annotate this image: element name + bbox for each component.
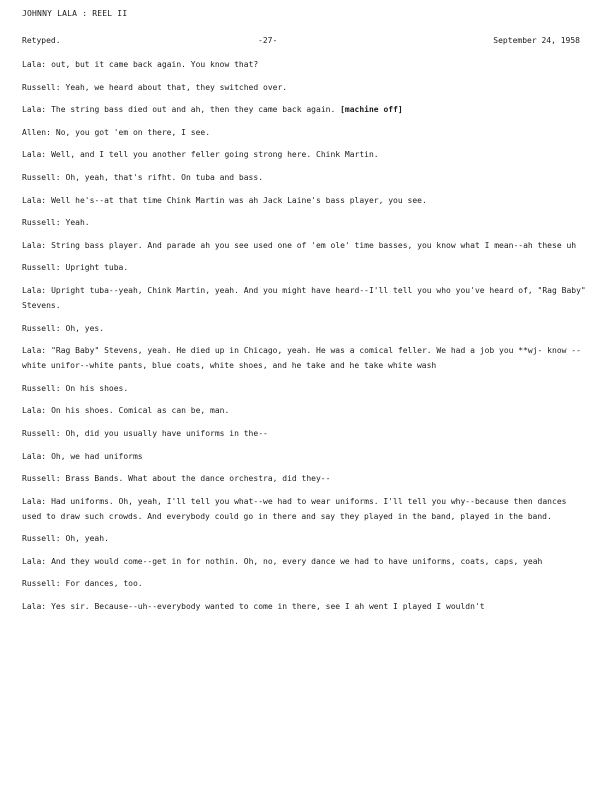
utterance-text: "Rag Baby" Stevens, yeah. He died up in Chicago, yeah. He was a comical feller. We had a job you **wj- know --white unifor--white pants, blue coats, white shoes, and he take and he take white wash — [22, 346, 581, 371]
utterance-text: Had uniforms. Oh, yeah, I'll tell you what--we had to wear uniforms. I'll tell you why--because then dances used to draw such crowds. And everybody could go in there and say they played in the band, played in the band. — [22, 496, 567, 521]
page-meta-row — [22, 36, 580, 48]
transcript-entry — [22, 554, 588, 569]
utterance-text: Yeah. — [65, 218, 90, 228]
retyped-label: Retyped. — [22, 36, 61, 45]
transcript-entry — [22, 599, 588, 614]
interview-date: September 24, 1958 — [493, 36, 580, 45]
document-title: JOHNNY LALA : REEL II — [22, 9, 128, 18]
utterance-text: Oh, we had uniforms — [51, 451, 143, 461]
utterance-text: For dances, too. — [65, 579, 143, 589]
speaker-label: Lala: — [22, 60, 47, 69]
speaker-label: Russell: — [22, 218, 61, 228]
utterance-text: Yeah, we heard about that, they switched over. — [65, 82, 288, 92]
speaker-label: Russell: — [22, 323, 61, 333]
transcript-entry — [22, 147, 588, 162]
transcript-entry — [22, 531, 588, 546]
transcript-entry — [22, 494, 588, 524]
editorial-note: [machine off] — [340, 105, 403, 115]
utterance-text: Well, and I tell you another feller going strong here. Chink Martin. — [51, 150, 379, 160]
speaker-label: Lala: — [22, 195, 47, 205]
speaker-label: Russell: — [22, 579, 61, 589]
speaker-label: Russell: — [22, 82, 61, 92]
transcript-entry — [22, 403, 588, 418]
transcript-entry — [22, 57, 588, 72]
utterance-text: On his shoes. Comical as can be, man. — [51, 406, 230, 416]
utterance-text: String bass player. And parade ah you see used one of 'em ole' time basses, you know what I mean--ah these uh — [51, 240, 577, 250]
utterance-text: The string bass died out and ah, then they came back again. — [51, 105, 336, 115]
transcript-entry — [22, 321, 588, 336]
transcript-entry — [22, 381, 588, 396]
utterance-text: Oh, yes. — [65, 323, 105, 333]
utterance-text: Yes sir. Because--uh--everybody wanted to come in there, see I ah went I played I wouldn't — [51, 602, 485, 612]
transcript-entry — [22, 471, 588, 486]
speaker-label: Russell: — [22, 428, 61, 438]
utterance-text: Upright tuba--yeah, Chink Martin, yeah. And you might have heard--I'll tell you who you've heard of, "Rag Baby" Stevens. — [22, 285, 586, 310]
transcript-entry — [22, 238, 588, 253]
speaker-label: Russell: — [22, 263, 61, 273]
transcript-entry — [22, 215, 588, 230]
transcript-entry — [22, 102, 588, 117]
utterance-text: Brass Bands. What about the dance orchestra, did they-- — [65, 474, 331, 484]
transcript-entry — [22, 170, 588, 185]
transcript-entry — [22, 193, 588, 208]
speaker-label: Lala: — [22, 451, 47, 461]
transcript-entry — [22, 449, 588, 464]
utterance-text: Well he's--at that time Chink Martin was ah Jack Laine's bass player, you see. — [51, 195, 427, 205]
speaker-label: Lala: — [22, 556, 47, 566]
utterance-text: On his shoes. — [65, 383, 129, 393]
transcript-entry — [22, 80, 588, 95]
utterance-text: Upright tuba. — [65, 263, 129, 273]
speaker-label: Allen: — [22, 127, 51, 137]
transcript-entry — [22, 343, 588, 373]
utterance-text: Oh, did you usually have uniforms in the-- — [65, 428, 268, 438]
speaker-label: Lala: — [22, 285, 47, 295]
transcript-body — [22, 57, 588, 622]
speaker-label: Lala: — [22, 406, 47, 416]
speaker-label: Lala: — [22, 150, 47, 160]
utterance-text: Oh, yeah, that's rifht. On tuba and bass. — [65, 172, 264, 182]
speaker-label: Russell: — [22, 383, 61, 393]
transcript-entry — [22, 283, 588, 313]
transcript-entry — [22, 576, 588, 591]
utterance-text: out, but it came back again. You know that? — [51, 60, 259, 69]
utterance-text: Oh, yeah. — [65, 534, 109, 544]
speaker-label: Lala: — [22, 346, 47, 356]
transcript-entry — [22, 260, 588, 275]
page-number: -27- — [258, 36, 278, 45]
utterance-text: No, you got 'em on there, I see. — [55, 127, 211, 137]
speaker-label: Russell: — [22, 474, 61, 484]
transcript-entry — [22, 125, 588, 140]
speaker-label: Lala: — [22, 240, 47, 250]
speaker-label: Lala: — [22, 105, 47, 115]
speaker-label: Russell: — [22, 534, 61, 544]
speaker-label: Russell: — [22, 172, 61, 182]
utterance-text: And they would come--get in for nothin. Oh, no, every dance we had to have uniforms, coats, caps, yeah — [51, 556, 543, 566]
speaker-label: Lala: — [22, 496, 47, 506]
transcript-entry — [22, 426, 588, 441]
speaker-label: Lala: — [22, 602, 47, 612]
